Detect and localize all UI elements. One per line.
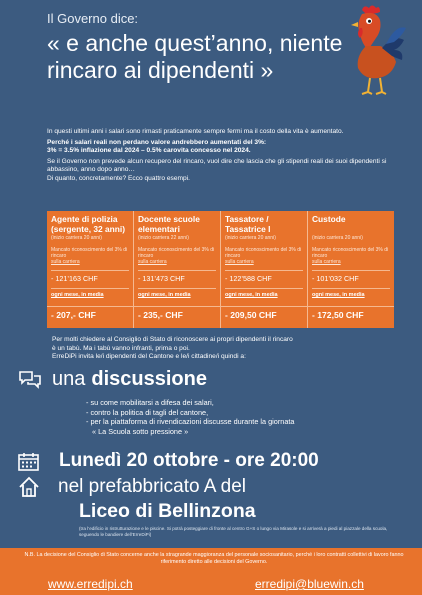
card-subtitle: (inizio carriera 20 anni): [312, 235, 363, 241]
salary-examples-table: [47, 211, 394, 328]
call-to-action-text: [52, 336, 392, 362]
intro-bold-2: 3% = 3.5% inflazione dal 2024 – 0.5% carovita concesso nel 2024.: [47, 147, 251, 154]
list-item: - su come mobilitarsi a difesa dei salari,: [86, 398, 214, 407]
card-monthly-loss: - 235,- CHF: [138, 310, 183, 320]
card-tax-assessor: [221, 211, 308, 328]
card-career-amount: - 121’163 CHF: [51, 270, 129, 283]
event-place-line-2: Liceo di Bellinzona: [79, 500, 256, 522]
headline: « e anche quest’anno, niente rincaro ai dipendenti »: [47, 30, 343, 83]
card-subtitle: (inizio carriera 22 anni): [138, 235, 189, 241]
card-subtitle: (inizio carriera 20 anni): [225, 235, 276, 241]
discussion-word-1: una: [52, 368, 86, 390]
event-place-line-1: nel prefabbricato A del: [58, 476, 247, 497]
card-monthly-label: ogni mese, in media: [51, 288, 129, 298]
card-description: Mancato riconoscimento del 3% di rincaro sulla carriera: [138, 247, 215, 265]
discussion-topics: [86, 398, 294, 436]
intro-paragraph-1: In questi ultimi anni i salari sono rimasti praticamente sempre fermi ma il costo della vita è aumentato.: [47, 128, 344, 135]
intro-paragraph-4: Di quanto, concretamente? Ecco quattro esempi.: [47, 174, 190, 182]
card-monthly-label: ogni mese, in media: [138, 288, 216, 298]
card-career-amount: - 122’588 CHF: [225, 270, 303, 283]
card-monthly-label: ogni mese, in media: [312, 288, 390, 298]
card-police: [47, 211, 134, 328]
discussion-word-2: discussione: [91, 368, 207, 390]
list-item: - contro la politica di tagli del cantone,: [86, 407, 209, 417]
calendar-icon: [18, 452, 39, 471]
call-line-1: Per molti chiedere al Consiglio di Stato di riconoscere ai propri dipendenti il rincaro: [52, 336, 293, 343]
card-title: Agente di polizia (sergente, 32 anni): [51, 214, 126, 234]
email-link[interactable]: erredipi@bluewin.ch: [255, 577, 364, 591]
speech-bubbles-icon: [18, 370, 42, 390]
footer: [0, 548, 422, 595]
card-career-amount: - 101’032 CHF: [312, 270, 390, 283]
list-item: « La Scuola sotto pressione »: [92, 426, 189, 436]
card-monthly-loss: - 172,50 CHF: [312, 310, 364, 320]
card-teacher: [134, 211, 221, 328]
card-monthly-loss: - 209,50 CHF: [225, 310, 277, 320]
event-place: [18, 476, 246, 498]
event-date-text: Lunedì 20 ottobre - ore 20:00: [59, 450, 319, 471]
kicker: Il Governo dice:: [47, 11, 139, 26]
card-description: Mancato riconoscimento del 3% di rincaro sulla carriera: [225, 247, 302, 265]
intro-paragraph-3: Se il Governo non prevede alcun recupero del rincaro, vuol dire che lascia che gli stipendi reali dei suoi dipendenti si abbassino, anno dopo anno…: [47, 157, 387, 173]
list-item: - per la piattaforma di rivendicazioni discusse durante la giornata: [86, 417, 295, 427]
card-custodian: [308, 211, 394, 328]
call-line-3: ErreDiPi invita le/i dipendenti del Cantone e le/i cittadine/i quindi a:: [52, 353, 246, 361]
card-description: Mancato riconoscimento del 3% di rincaro sulla carriera: [51, 247, 128, 265]
card-title: Tassatore / Tassatrice I: [225, 214, 271, 234]
house-icon: [18, 476, 40, 498]
discussion-heading: [18, 368, 207, 391]
card-title: Docente scuole elementari: [138, 214, 200, 234]
card-subtitle: (inizio carriera 20 anni): [51, 235, 102, 241]
card-description: Mancato riconoscimento del 3% di rincaro sulla carriera: [312, 247, 389, 265]
call-line-2: è un tabù. Ma i tabù vanno infranti, prima o poi.: [52, 344, 190, 352]
card-career-amount: - 131’473 CHF: [138, 270, 216, 283]
event-date: [18, 450, 319, 472]
website-link[interactable]: www.erredipi.ch: [48, 577, 133, 591]
card-monthly-loss: - 207,- CHF: [51, 310, 96, 320]
card-monthly-label: ogni mese, in media: [225, 288, 303, 298]
intro-text: [47, 128, 387, 183]
directions-note: (tra l’edificio in ristrutturazione e le piscine. Si potrà posteggiare di fronte al centro G+S o lungo via Mirasole e si arriverà a piedi al piazzale della scuola, seguendo le bandiere dell’ErreDiPi): [79, 526, 388, 537]
intro-bold-1: Perché i salari reali non perdano valore andrebbero aumentati del 3%:: [47, 138, 267, 146]
rooster-illustration: [342, 4, 408, 96]
card-title: Custode: [312, 214, 346, 224]
footer-note: N.B. La decisione del Consiglio di Stato concerne anche la stragrande maggioranza del personale sociosanitario, perché i loro contratti collettivi di lavoro fanno riferimento diretto alle decisioni del Governo.: [24, 552, 404, 565]
